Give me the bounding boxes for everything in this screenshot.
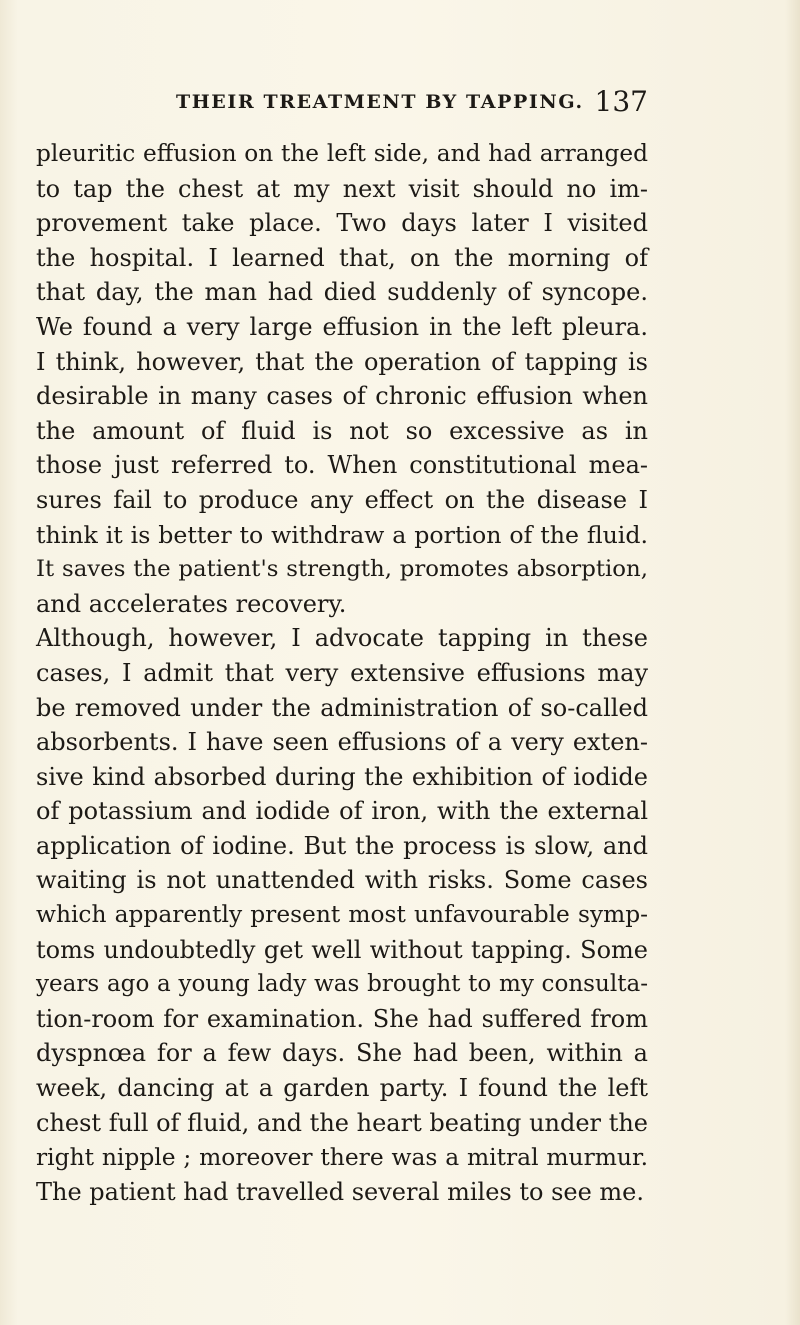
text-line: absorbents. I have seen effusions of a very exten- bbox=[36, 728, 648, 757]
text-line: years ago a young lady was brought to my consulta- bbox=[36, 971, 648, 998]
body-text bbox=[36, 137, 648, 1209]
text-line: tion-room for examination. She had suffered from bbox=[36, 1004, 648, 1033]
text-line: toms undoubtedly get well without tapping. Some bbox=[36, 935, 648, 964]
text-line: sures fail to produce any effect on the disease I bbox=[36, 485, 648, 514]
text-line: be removed under the administration of so-called bbox=[36, 693, 648, 722]
text-line: those just referred to. When constitutional mea- bbox=[36, 451, 648, 480]
text-line: I think, however, that the operation of tapping is bbox=[36, 347, 648, 376]
text-line: It saves the patient's strength, promotes absorption, bbox=[36, 556, 648, 583]
text-line: and accelerates recovery. bbox=[36, 589, 347, 618]
running-title: THEIR TREATMENT BY TAPPING. bbox=[176, 91, 584, 113]
text-line: cases, I admit that very extensive effusions may bbox=[36, 658, 648, 687]
text-line: waiting is not unattended with risks. Some cases bbox=[36, 866, 648, 895]
text-line: to tap the chest at my next visit should no im- bbox=[36, 174, 648, 203]
text-line: We found a very large effusion in the left pleura. bbox=[36, 312, 648, 341]
text-line: think it is better to withdraw a portion of the fluid. bbox=[36, 520, 648, 549]
text-line: pleuritic effusion on the left side, and had arranged bbox=[36, 140, 648, 167]
text-line: provement take place. Two days later I visited bbox=[36, 209, 648, 238]
text-line: the amount of fluid is not so excessive as in bbox=[36, 416, 648, 445]
text-line: that day, the man had died suddenly of syncope. bbox=[36, 278, 648, 307]
text-line: Although, however, I advocate tapping in these bbox=[36, 624, 648, 653]
text-line: week, dancing at a garden party. I found the left bbox=[36, 1074, 648, 1103]
text-line: the hospital. I learned that, on the morning of bbox=[36, 243, 648, 272]
text-line: which apparently present most unfavourable symp- bbox=[36, 901, 648, 929]
text-line: application of iodine. But the process is slow, and bbox=[36, 831, 648, 860]
text-line: The patient had travelled several miles to see me. bbox=[36, 1177, 645, 1206]
text-line: right nipple ; moreover there was a mitral murmur. bbox=[36, 1143, 648, 1172]
page-header bbox=[36, 85, 648, 129]
text-line: desirable in many cases of chronic effusion when bbox=[36, 382, 648, 411]
text-line: of potassium and iodide of iron, with the external bbox=[36, 797, 648, 826]
page-number: 137 bbox=[594, 85, 648, 118]
text-line: sive kind absorbed during the exhibition of iodide bbox=[36, 762, 648, 791]
text-line: chest full of fluid, and the heart beating under the bbox=[36, 1108, 648, 1137]
text-line: dyspnœa for a few days. She had been, within a bbox=[36, 1039, 648, 1068]
